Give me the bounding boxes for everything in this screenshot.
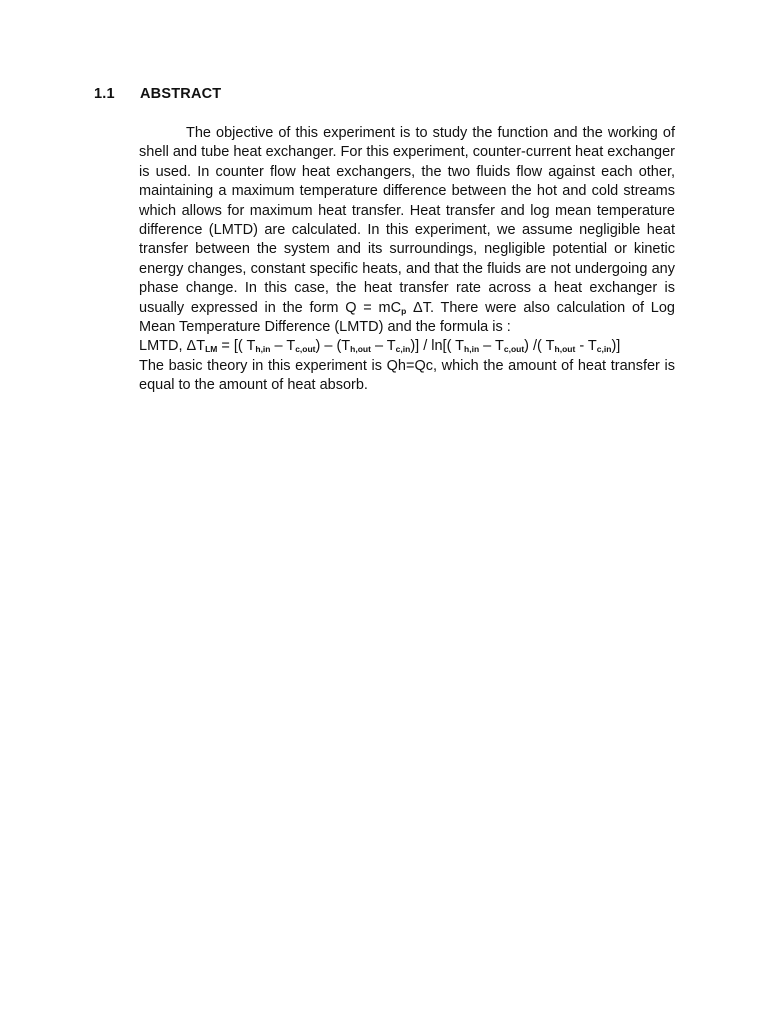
- formula-subscript: c,out: [295, 344, 316, 355]
- formula-text: )] / ln[( T: [410, 338, 465, 355]
- formula-subscript: c,in: [395, 344, 411, 355]
- formula-text: )]: [611, 338, 621, 355]
- cp-subscript: p: [401, 305, 407, 316]
- formula-subscript: h,in: [464, 344, 480, 355]
- formula-text: ) – (T: [315, 338, 351, 355]
- formula-text: – T: [479, 338, 504, 355]
- formula-subscript: c,out: [503, 344, 525, 355]
- abstract-paragraph-1-text: The objective of this experiment is to study the function and the working of shell and tube heat exchanger. For this experiment, counter-current heat exchanger is used. In counter flow heat exchangers, the two fluids flow against each other, maintaining a maximum temperature difference between the hot and cold streams which allows for maximum heat transfer. Heat transfer and log mean temperature difference (LMTD) are calculated. In this experiment, we assume negligible heat transfer between the system and its surroundings, negligible potential or kinetic energy changes, constant specific heats, and that the fluids are not undergoing any phase change. In this case, the heat transfer rate across a heat exchanger is usually expressed in the form Q = mC: [139, 125, 676, 316]
- formula-subscript: h,in: [255, 344, 271, 355]
- formula-text: LMTD, ΔT: [139, 338, 206, 355]
- formula-subscript: LM: [205, 344, 218, 355]
- formula-subscript: h,out: [350, 344, 371, 355]
- section-number: 1.1: [94, 86, 115, 102]
- formula-text: ) /( T: [524, 338, 555, 355]
- abstract-paragraph-1-tail: ΔT. There were also calculation of Log Mean Temperature Difference (LMTD) and the formula is :: [139, 299, 675, 336]
- abstract-paragraph-2: The basic theory in this experiment is Qh=Qc, which the amount of heat transfer is equal to the amount of heat absorb.: [139, 357, 675, 394]
- formula-text: - T: [575, 338, 597, 355]
- abstract-body: [139, 124, 675, 396]
- formula-subscript: c,in: [596, 344, 612, 355]
- abstract-paragraph-1: [139, 124, 675, 337]
- section-heading: [94, 86, 221, 102]
- formula-text: – T: [270, 338, 296, 355]
- formula-text: = [( T: [217, 338, 256, 355]
- section-title: ABSTRACT: [140, 86, 222, 102]
- formula-text: – T: [370, 338, 396, 355]
- formula-subscript: h,out: [554, 344, 576, 355]
- lmtd-formula: [139, 337, 675, 356]
